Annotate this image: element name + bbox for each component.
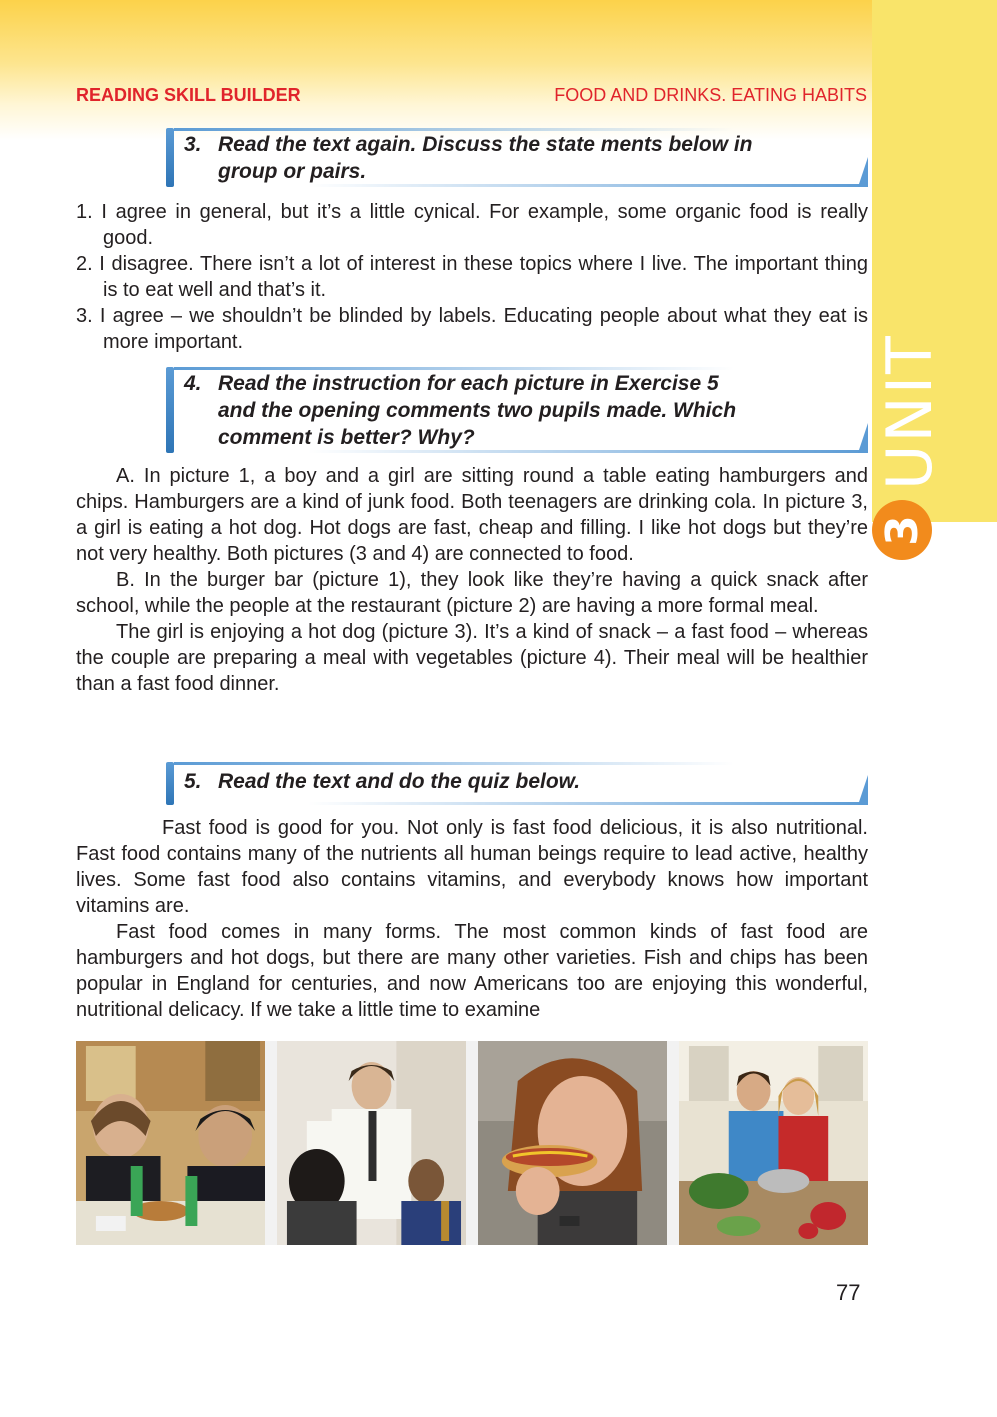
list-item: 1. I agree in general, but it’s a little cynical. For example, some organic food is really good. [76,201,868,249]
photo-strip [76,1041,868,1245]
task-number: 4. [184,372,202,395]
list-item: 2. I disagree. There isn’t a lot of interest in these topics where I live. The important thing is to eat well and that’s it. [76,253,868,301]
task-number: 5. [184,770,202,793]
paragraph: A. In picture 1, a boy and a girl are sitting round a table eating hamburgers and chips. Hamburgers are a kind of junk food. Both teenagers are drinking cola. In picture 3, a girl is eating a hot dog. Hot dogs are fast, cheap and filling. I like hot dogs but they’re not very healthy. Both pictures (3 and 4) are connected to food. [76,465,868,565]
statements-list [76,199,868,355]
reading-text [76,815,868,1023]
paragraph: Fast food is good for you. Not only is fast food delicious, it is also nutritional. Fast food contains many of the nutrients all human beings require to lead active, healthy lives. Some fast food also contains vitamins, and everybody knows how important vitamins are. [76,817,868,917]
task-text: comment is better? Why? [218,426,475,449]
unit-label: UNIT [873,334,946,490]
photo-teens-burger-bar [76,1041,265,1245]
page-number: 77 [836,1280,861,1305]
topic-title: FOOD AND DRINKS. EATING HABITS [554,85,867,105]
header-band [0,0,872,140]
task-5-instruction [166,762,868,805]
photo-restaurant-waiter [277,1041,466,1245]
task-4-instruction [166,367,868,453]
section-title: READING SKILL BUILDER [76,85,301,105]
task-3-instruction [166,128,868,187]
comments-text [76,463,868,697]
list-item: 3. I agree – we shouldn’t be blinded by labels. Educating people about what they eat is more important. [76,305,868,353]
task-text: Read the instruction for each picture in Exercise 5 [218,372,719,395]
task-text: and the opening comments two pupils made. Which [218,399,737,422]
unit-number-badge [872,500,932,560]
photo-couple-cooking [679,1041,868,1245]
task-text: group or pairs. [218,160,367,183]
task-text: Read the text and do the quiz below. [218,770,581,793]
paragraph: B. In the burger bar (picture 1), they look like they’re having a quick snack after school, while the people at the restaurant (picture 2) are having a more formal meal. [76,569,868,617]
task-text: Read the text again. Discuss the state ments below in [218,133,753,156]
task-number: 3. [184,133,202,156]
photo-woman-hot-dog [478,1041,667,1245]
paragraph: The girl is enjoying a hot dog (picture 3). It’s a kind of snack – a fast food – whereas the couple are preparing a meal with vegetables (picture 4). Their meal will be healthier than a fast food dinner. [76,621,868,695]
unit-number: 3 [876,514,928,546]
paragraph: Fast food comes in many forms. The most common kinds of fast food are hamburgers and hot dogs, but there are many other varieties. Fish and chips has been popular in England for centuries, and now Americans too are enjoying this wonderful, nutritional delicacy. If we take a little time to examine [76,921,868,1021]
